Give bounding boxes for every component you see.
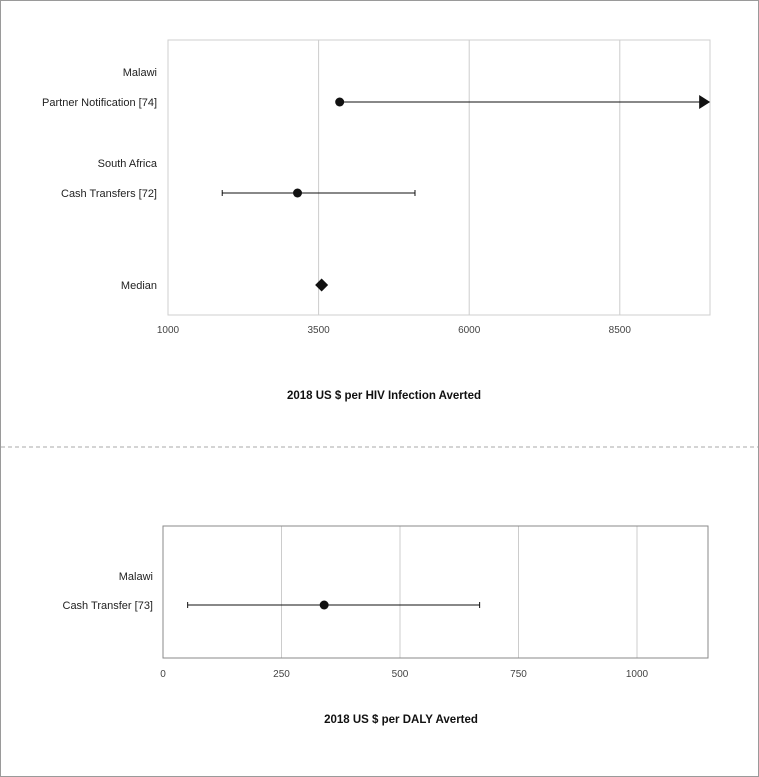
median-diamond-0 (315, 279, 328, 292)
x-tick-label-1-0: 0 (160, 669, 166, 680)
row-label-0-1: Partner Notification [74] (42, 97, 157, 109)
row-label-0-4: Median (120, 280, 157, 292)
x-tick-label-0-3: 8500 (608, 325, 631, 336)
forest-plot-figure (1, 1, 758, 776)
row-label-1-1: Cash Transfer [73] (62, 600, 153, 612)
x-tick-label-1-2: 500 (391, 669, 409, 680)
x-axis-title-0: 2018 US $ per HIV Infection Averted (286, 390, 482, 402)
plot-area-0 (168, 40, 710, 315)
row-label-0-2: South Africa (97, 158, 157, 170)
x-tick-label-0-2: 6000 (458, 325, 481, 336)
plot-area-1 (163, 526, 708, 658)
x-tick-label-0-0: 1000 (156, 325, 180, 336)
x-axis-title-1: 2018 US $ per DALY Averted (324, 714, 478, 726)
x-tick-label-1-4: 1000 (625, 669, 649, 680)
point-estimate-0-3 (293, 189, 302, 198)
x-tick-label-1-1: 250 (273, 669, 290, 680)
row-label-0-0: Malawi (122, 67, 157, 79)
row-label-0-3: Cash Transfers [72] (61, 188, 157, 200)
point-estimate-1-1 (320, 601, 329, 610)
ci-arrow-0-1 (699, 95, 710, 109)
x-tick-label-1-3: 750 (510, 669, 527, 680)
point-estimate-0-1 (335, 98, 344, 107)
x-tick-label-0-1: 3500 (307, 325, 330, 336)
row-label-1-0: Malawi (118, 571, 153, 583)
